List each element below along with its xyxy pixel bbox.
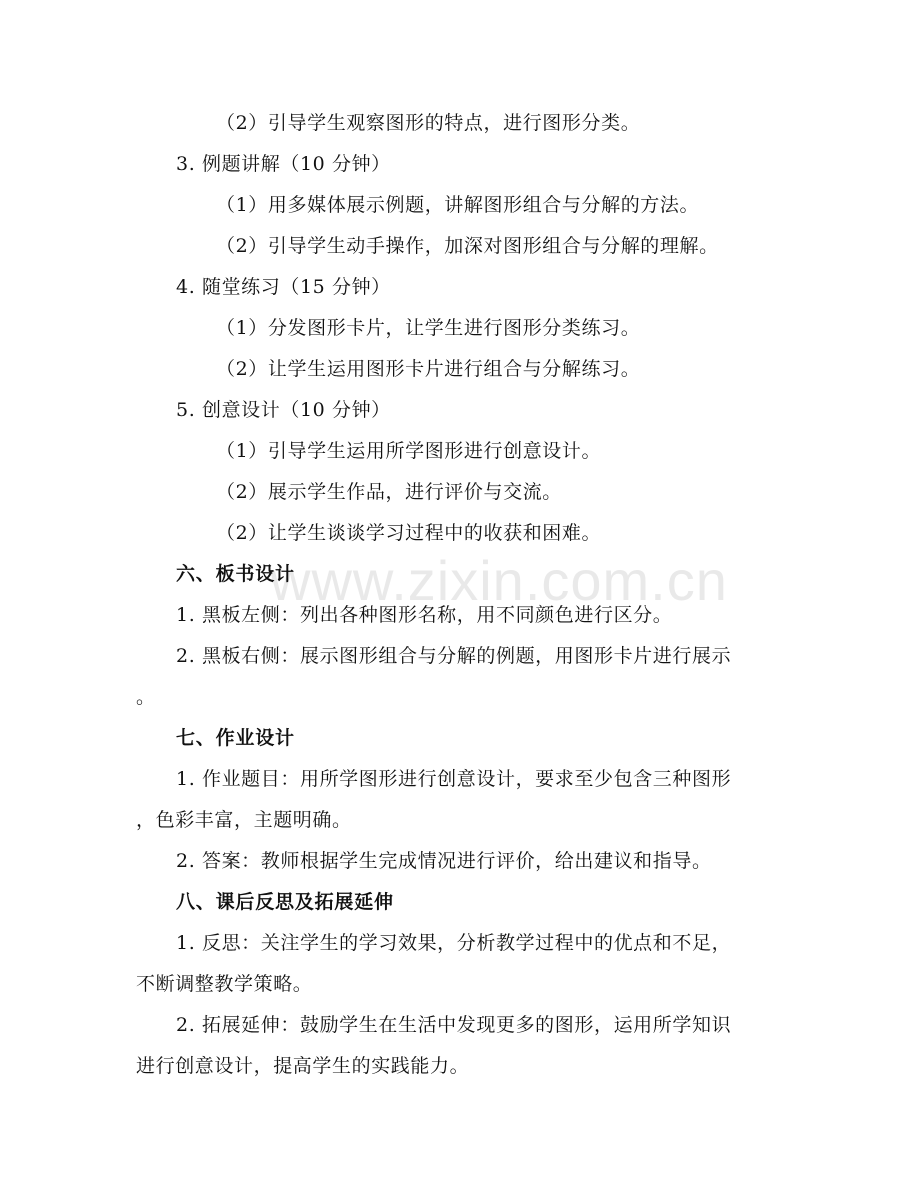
paragraph-line: （2）展示学生作品，进行评价与交流。 bbox=[216, 481, 562, 503]
paragraph-line: （1）分发图形卡片，让学生进行图形分类练习。 bbox=[216, 317, 641, 339]
watermark: www.zixin.com.cn bbox=[270, 549, 728, 612]
paragraph-line: （2）引导学生动手操作，加深对图形组合与分解的理解。 bbox=[216, 235, 719, 257]
paragraph-line: （2）引导学生观察图形的特点，进行图形分类。 bbox=[216, 112, 641, 134]
section-heading: 七、作业设计 bbox=[176, 727, 295, 749]
paragraph-line: （2）让学生运用图形卡片进行组合与分解练习。 bbox=[216, 358, 641, 380]
list-item-heading: 5. 创意设计（10 分钟） bbox=[176, 399, 391, 421]
paragraph-line: 1. 黑板左侧：列出各种图形名称，用不同颜色进行区分。 bbox=[176, 604, 673, 626]
paragraph-line: （1）用多媒体展示例题，讲解图形组合与分解的方法。 bbox=[216, 194, 700, 216]
paragraph-line: 1. 作业题目：用所学图形进行创意设计，要求至少包含三种图形 bbox=[176, 768, 732, 790]
paragraph-line: （1）引导学生运用所学图形进行创意设计。 bbox=[216, 440, 602, 462]
section-heading: 六、板书设计 bbox=[176, 563, 295, 585]
list-item-heading: 4. 随堂练习（15 分钟） bbox=[176, 276, 391, 298]
paragraph-line: 2. 黑板右侧：展示图形组合与分解的例题，用图形卡片进行展示 bbox=[176, 645, 732, 667]
paragraph-line: 1. 反思：关注学生的学习效果，分析教学过程中的优点和不足， bbox=[176, 932, 732, 954]
paragraph-line: ，色彩丰富，主题明确。 bbox=[136, 809, 352, 831]
paragraph-line: 2. 拓展延伸：鼓励学生在生活中发现更多的图形，运用所学知识 bbox=[176, 1014, 732, 1036]
section-heading: 八、课后反思及拓展延伸 bbox=[176, 891, 394, 913]
list-item-heading: 3. 例题讲解（10 分钟） bbox=[176, 153, 391, 175]
paragraph-line: 进行创意设计，提高学生的实践能力。 bbox=[136, 1055, 470, 1077]
paragraph-line: 2. 答案：教师根据学生完成情况进行评价，给出建议和指导。 bbox=[176, 850, 712, 872]
paragraph-line: 。 bbox=[136, 686, 156, 708]
paragraph-line: 不断调整教学策略。 bbox=[136, 973, 313, 995]
paragraph-line: （2）让学生谈谈学习过程中的收获和困难。 bbox=[216, 522, 602, 544]
